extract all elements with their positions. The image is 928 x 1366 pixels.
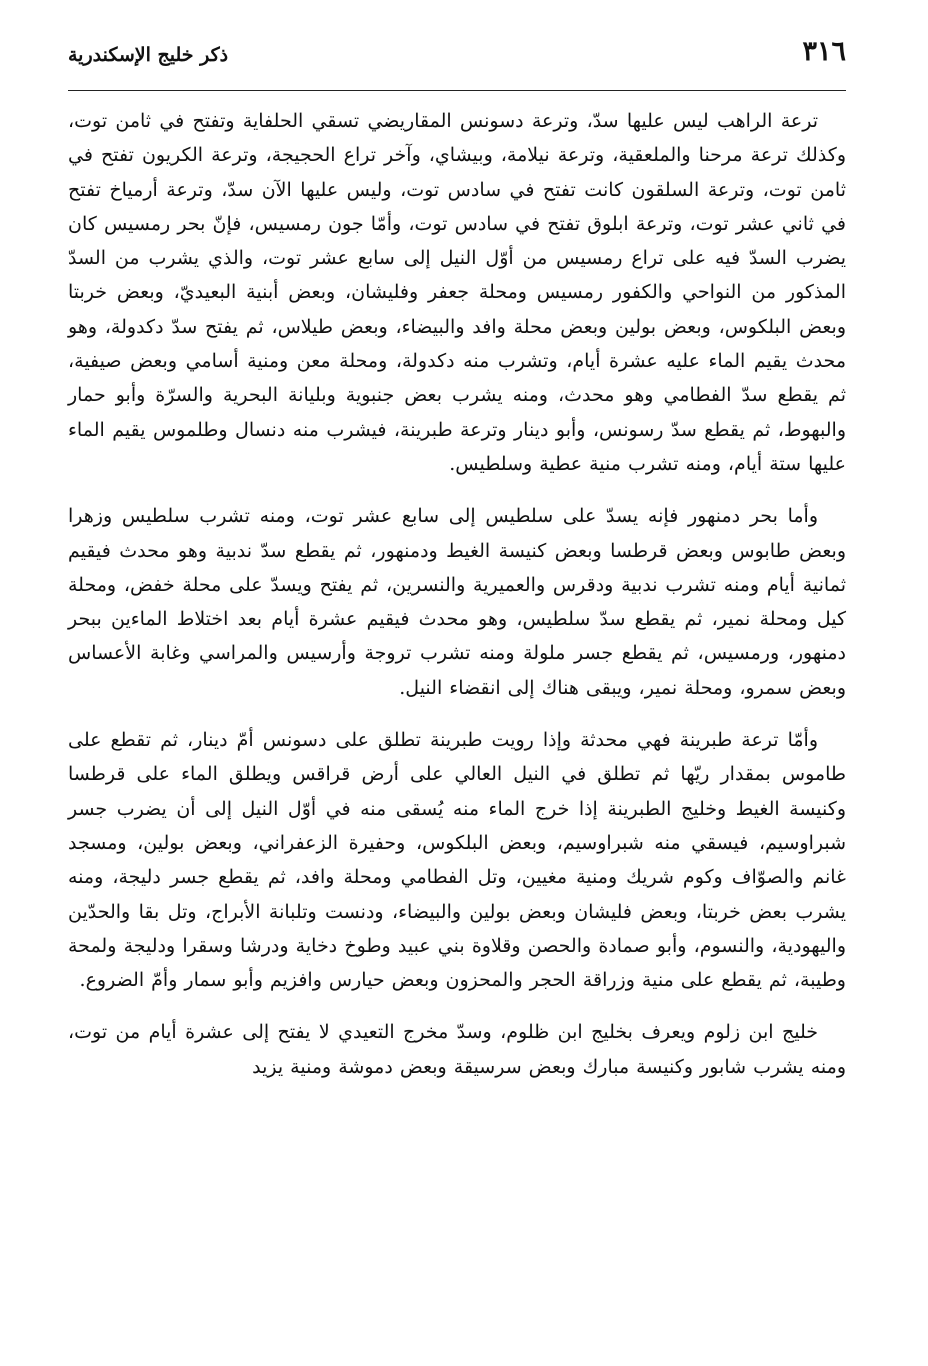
page-number: ٣١٦ [802,36,846,67]
paragraph-3: وأمّا ترعة طبرينة فهي محدثة وإذا رويت طبرينة تطلق على دسونس أمّ دينار، ثم تقطع على طاموس بمقدار ريّها ثم تطلق في النيل العالي على أرض قراقس ويطلق الماء على قرطسا وكنيسة الغيط وخليج الطبرينة إذا خرج الماء منه يُسقى منه في أوّل النيل إلى أن يضرب جسر شبراوسيم، فيسقي منه شبراوسيم، وبعض البلكوس، وحفيرة الزعفراني، وبعض بولين، ومسجد غانم والصوّاف وكوم شريك ومنية مغيين، وتل الفطامي ومحلة وافد، ثم يقطع جسر دليجة، ومنه يشرب بعض خربتا، وبعض فليشان وبعض بولين والبيضاء، ودنست وتلبانة الأبراج، وتل بقا والحدّين واليهودية، والنسوم، وأبو صمادة والحصن وقلاوة بني عبيد وطوخ دخاية ودرشا وسقرا ودليجة ولمحة وطيبة، ثم يقطع على منية وزراقة الحجر والمحزون وبعض حيارس وافزيم وأبو سمار وأمّ الضروع. [68,729,846,992]
paragraph-1: ترعة الراهب ليس عليها سدّ، وترعة دسونس المقاريضي تسقي الحلفاية وتفتح في ثامن توت، وكذلك ترعة مرحنا والملعقية، وترعة نيلامة، وبيشاي، وآخر تراع الحجيجة، وترعة الكريون تفتح في ثامن توت، وترعة السلقون كانت تفتح في سادس توت، وليس عليها الآن سدّ، وترعة أرمياخ تفتح في ثاني عشر توت، وترعة ابلوق تفتح في سادس توت، وأمّا جون رمسيس، فإنّ بحر رمسيس كان يضرب السدّ فيه على تراع رمسيس من أوّل النيل إلى سابع عشر توت، والذي يشرب من السدّ المذكور من النواحي والكفور رمسيس ومحلة جعفر وفليشان، وبعض أبنية البعيديّ، وبعض خربتا وبعض البلكوس، وبعض بولين وبعض محلة وافد والبيضاء، وبعض طيلاس، ثم يفتح سدّ دكدولة، وهو محدث يقيم الماء عليه عشرة أيام، وتشرب منه دكدولة، ومحلة معن ومنية أسامي وبعض صيفية، ثم يقطع سدّ الفطامي وهو محدث، ومنه يشرب بعض جنبوية وبليانة البحرية والسرّة وأبو حمار والبهوط، ثم يقطع سدّ رسونس، وأبو دينار وترعة طبرينة، فيشرب منه دنسال وطلموس يقيم الماء عليها ستة أيام، ومنه تشرب منية عطية وسلطيس. [68,110,846,475]
paragraph-4: خليج ابن زلوم ويعرف بخليج ابن ظلوم، وسدّ مخرج التعيدي لا يفتح إلى عشرة أيام من توت، ومنه يشرب شابور وكنيسة مبارك وبعض سرسيقة وبعض دموشة ومنية يزيد [68,1021,846,1078]
header-rule [68,90,846,91]
paragraph-2: وأما بحر دمنهور فإنه يسدّ على سلطيس إلى سابع عشر توت، ومنه تشرب سلطيس وزهرا وبعض طابوس وبعض قرطسا وبعض كنيسة الغيط ودمنهور، ثم يقطع سدّ ندبية وهو محدث فيقيم ثمانية أيام ومنه تشرب ندبية ودقرس والعميرية والنسرين، ثم يفتح ويسدّ على محلة خفض، ومحلة كيل ومحلة نمير، ثم يقطع سدّ سلطيس، وهو محدث فيقيم عشرة أيام بعد اختلاط الماءين ببحر دمنهور، ورمسيس، ثم يقطع جسر ملولة ومنه تشرب تروجة وأرسيس والمراسي وغابة الأعساس وبعض سمرو، ومحلة نمير، ويبقى هناك إلى انقضاء النيل. [68,505,846,699]
running-title: ذكر خليج الإسكندرية [68,44,229,66]
page-header [68,34,846,84]
body-text [68,104,846,1102]
